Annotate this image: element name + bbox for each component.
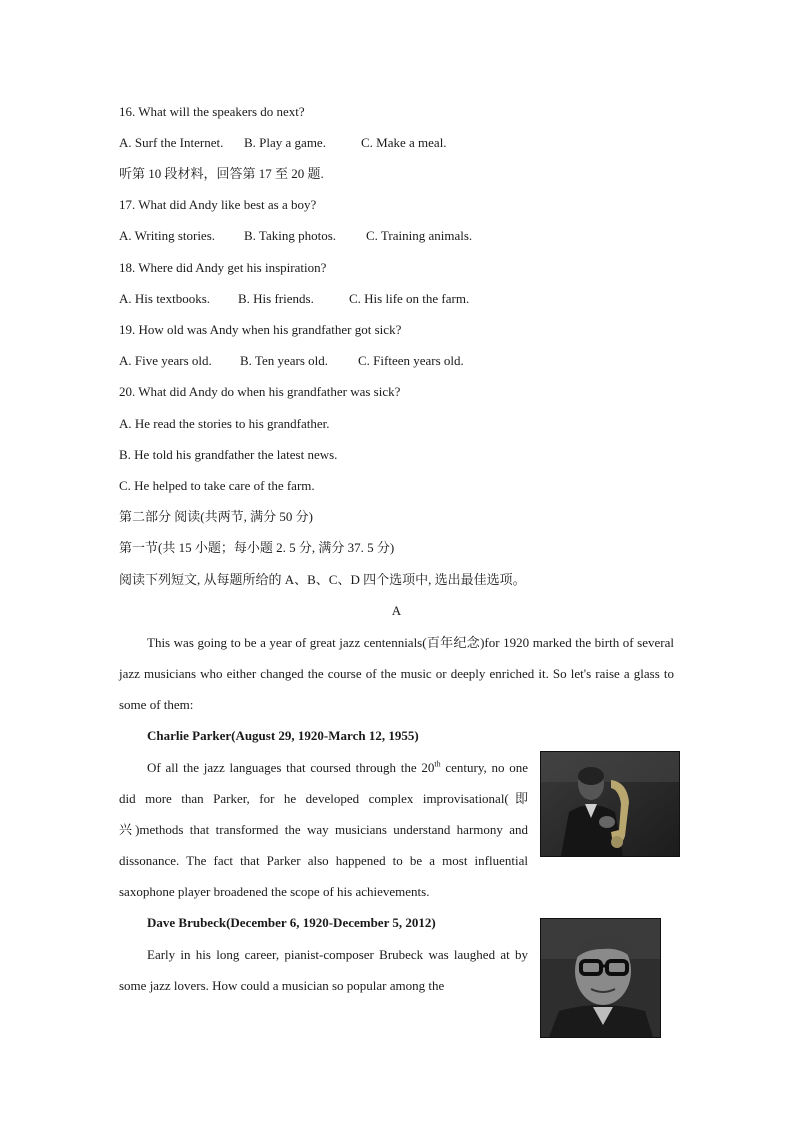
dave-brubeck-photo	[540, 918, 661, 1038]
question-17-options	[119, 228, 472, 244]
question-18: 18. Where did Andy get his inspiration?	[119, 260, 327, 275]
option-b: B. Taking photos.	[244, 228, 337, 243]
instruction-section-10: 听第 10 段材料，回答第 17 至 20 题.	[119, 166, 324, 181]
question-20-option-a: A. He read the stories to his grandfather.	[119, 416, 330, 431]
option-b: B. Play a game.	[244, 135, 326, 150]
question-19-options	[119, 353, 464, 369]
parker-paragraph: Of all the jazz languages that coursed through the 20th century, no one did more than Parker, for he developed complex improvisational(即兴)methods that transformed the way musicians understand harmony and dissonance. The fact that Parker also happened to be a most influential saxophone player broadened the scope of his achievements.	[119, 759, 528, 899]
passage-label: A	[391, 603, 402, 618]
brubeck-heading: Dave Brubeck(December 6, 1920-December 5, 2012)	[147, 915, 436, 930]
question-20-option-b: B. He told his grandfather the latest news.	[119, 447, 338, 462]
brubeck-paragraph: Early in his long career, pianist-composer Brubeck was laughed at by some jazz lovers. How could a musician so popular among the	[119, 947, 528, 993]
option-a: A. Writing stories.	[119, 228, 216, 243]
section1-heading: 第一节(共 15 小题；每小题 2. 5 分, 满分 37. 5 分)	[119, 540, 395, 555]
option-b: B. Ten years old.	[240, 353, 329, 368]
option-a: A. His textbooks.	[119, 291, 210, 306]
question-20: 20. What did Andy do when his grandfather was sick?	[119, 384, 401, 399]
question-20-option-c: C. He helped to take care of the farm.	[119, 478, 315, 493]
question-16-options	[119, 135, 447, 151]
option-b: B. His friends.	[238, 291, 314, 306]
option-c: C. Make a meal.	[361, 135, 447, 150]
portrait-image	[541, 919, 660, 1037]
option-a: A. Surf the Internet.	[119, 135, 224, 150]
reading-instruction: 阅读下列短文, 从每题所给的 A、B、C、D 四个选项中, 选出最佳选项。	[119, 572, 526, 587]
question-18-options	[119, 291, 469, 307]
option-c: C. His life on the farm.	[349, 291, 470, 306]
saxophone-player-image	[541, 752, 679, 856]
part2-heading: 第二部分 阅读(共两节, 满分 50 分)	[119, 509, 313, 524]
question-19: 19. How old was Andy when his grandfather got sick?	[119, 322, 402, 337]
parker-heading: Charlie Parker(August 29, 1920-March 12, 1955)	[147, 728, 419, 743]
charlie-parker-photo	[540, 751, 680, 857]
option-c: C. Training animals.	[366, 228, 473, 243]
option-c: C. Fifteen years old.	[358, 353, 464, 368]
option-a: A. Five years old.	[119, 353, 212, 368]
question-16: 16. What will the speakers do next?	[119, 104, 305, 119]
passage-intro-text: This was going to be a year of great jazz centennials(百年纪念)for 1920 marked the birth of several jazz musicians who either changed the course of the music or deeply enriched it. So let's raise a glass to some of them:	[119, 635, 674, 712]
passage-intro	[119, 627, 674, 720]
question-17: 17. What did Andy like best as a boy?	[119, 197, 317, 212]
